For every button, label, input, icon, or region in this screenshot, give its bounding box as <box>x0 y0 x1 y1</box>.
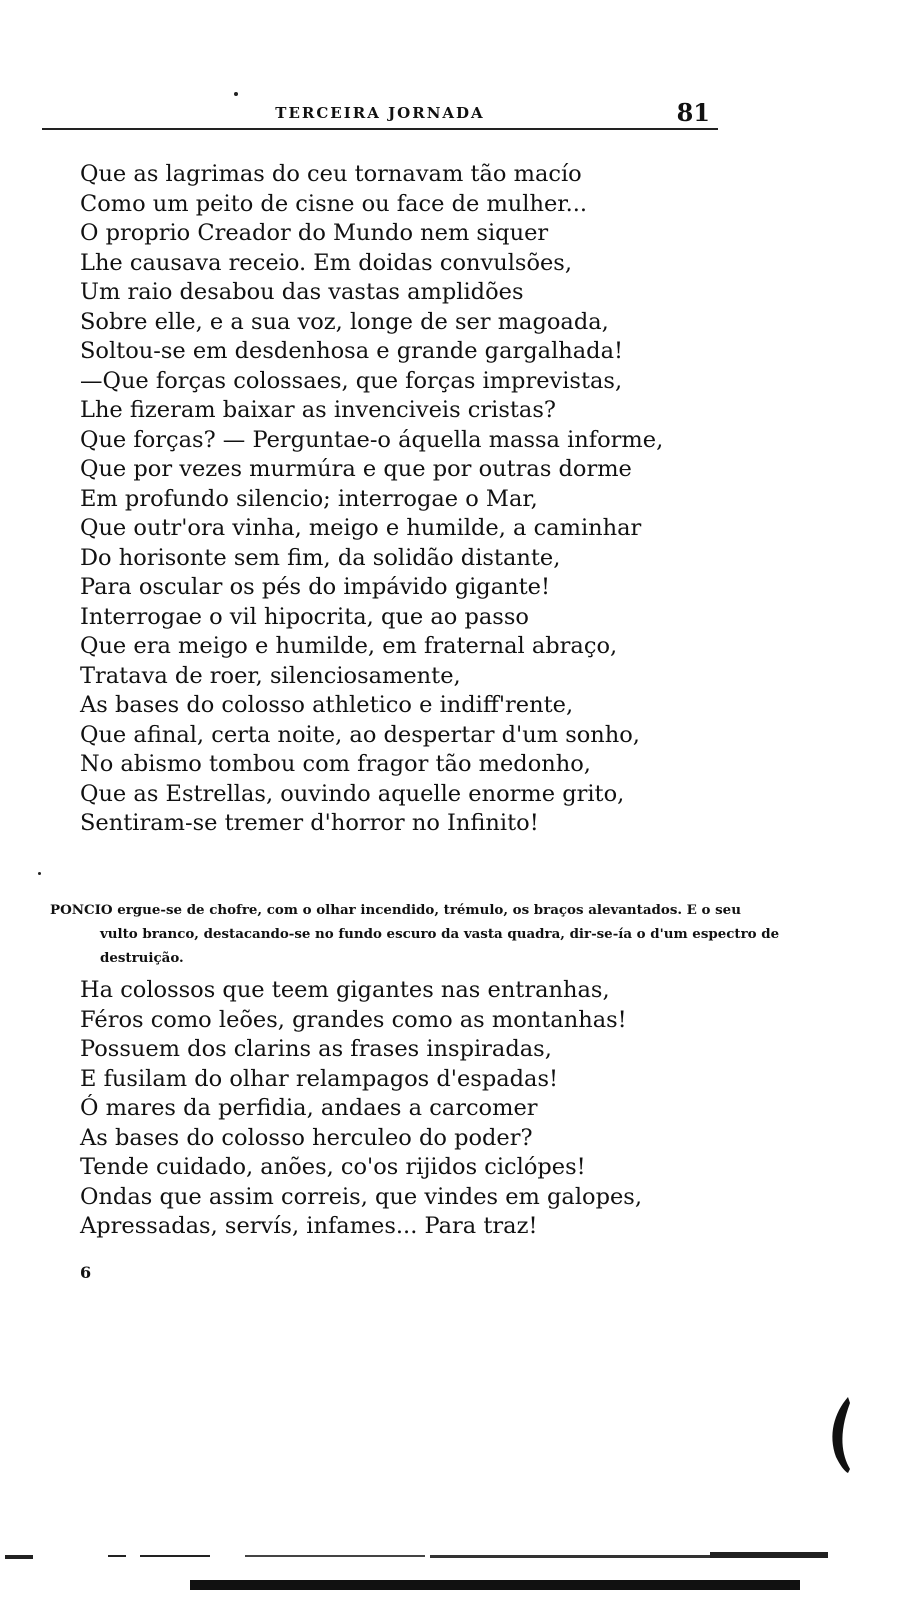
verse-line: Que forças? — Perguntae-o áquella massa informe, <box>80 426 664 453</box>
running-title: TERCEIRA JORNADA <box>275 104 485 122</box>
page-edge-shadow <box>826 1395 852 1475</box>
verse-line: Ó mares da perfidia, andaes a carcomer <box>80 1095 538 1121</box>
stage-direction: PONCIO ergue-se de chofre, com o olhar incendido, trémulo, os braços alevantados. E o seu vulto branco, destacando-se no fundo escuro da vasta quadra, dir-se-ía o d'um espectro de destruição. <box>50 902 780 966</box>
verse-line: Ondas que assim correis, que vindes em galopes, <box>80 1183 642 1210</box>
verse-line: Do horisonte sem fim, da solidão distante, <box>80 544 561 571</box>
page-number: 81 <box>676 98 710 127</box>
verse-line: Para oscular os pés do impávido gigante! <box>80 574 550 600</box>
verse-line: Interrogae o vil hipocrita, que ao passo <box>80 603 529 630</box>
verse-line: Ha colossos que teem gigantes nas entranhas, <box>80 977 610 1003</box>
scan-artifact <box>430 1555 710 1558</box>
running-header <box>42 98 718 130</box>
verse-line: Sobre elle, e a sua voz, longe de ser magoada, <box>80 308 609 335</box>
verse-line: Lhe fizeram baixar as invenciveis cristas? <box>80 397 556 423</box>
verse-line: Tratava de roer, silenciosamente, <box>80 662 461 689</box>
verse-line: Que por vezes murmúra e que por outras dorme <box>80 456 632 482</box>
scan-artifact <box>108 1555 126 1557</box>
verse-line: As bases do colosso herculeo do poder? <box>80 1124 533 1151</box>
verse-line: Em profundo silencio; interrogae o Mar, <box>80 485 538 512</box>
verse-block-2 <box>80 976 740 1242</box>
verse-line: Um raio desabou das vastas amplidões <box>80 279 524 305</box>
speck-mark <box>38 872 41 875</box>
verse-line: Soltou-se em desdenhosa e grande gargalhada! <box>80 338 624 364</box>
scan-artifact <box>245 1555 425 1557</box>
verse-line: Que as lagrimas do ceu tornavam tão macío <box>80 161 582 187</box>
verse-line: Possuem dos clarins as frases inspiradas, <box>80 1036 552 1062</box>
page-bottom-edge <box>190 1580 800 1590</box>
verse-line: No abismo tombou com fragor tão medonho, <box>80 751 591 777</box>
verse-line: Tende cuidado, anões, co'os rijidos ciclópes! <box>80 1154 586 1180</box>
scan-artifact <box>140 1555 210 1557</box>
verse-line: Como um peito de cisne ou face de mulher... <box>80 190 588 217</box>
verse-line: Que era meigo e humilde, em fraternal abraço, <box>80 633 618 659</box>
verse-line: Que outr'ora vinha, meigo e humilde, a caminhar <box>80 515 642 541</box>
verse-line: Lhe causava receio. Em doidas convulsões, <box>80 249 573 276</box>
signature-mark: 6 <box>80 1263 92 1282</box>
scan-artifact <box>710 1552 828 1558</box>
verse-line: Apressadas, servís, infames... Para traz! <box>80 1213 538 1239</box>
verse-line: As bases do colosso athletico e indiff'rente, <box>80 692 574 718</box>
verse-line: Que as Estrellas, ouvindo aquelle enorme grito, <box>80 780 625 807</box>
verse-line: Sentiram-se tremer d'horror no Infinito! <box>80 810 539 836</box>
speck-mark <box>234 92 238 96</box>
verse-line: Féros como leões, grandes como as montanhas! <box>80 1006 627 1033</box>
scan-artifact <box>5 1555 33 1559</box>
verse-line: —Que forças colossaes, que forças imprevistas, <box>80 367 623 394</box>
verse-line: O proprio Creador do Mundo nem siquer <box>80 220 549 246</box>
verse-line: Que afinal, certa noite, ao despertar d'um sonho, <box>80 721 640 748</box>
verse-block-1 <box>80 160 740 839</box>
verse-line: E fusilam do olhar relampagos d'espadas! <box>80 1065 559 1092</box>
